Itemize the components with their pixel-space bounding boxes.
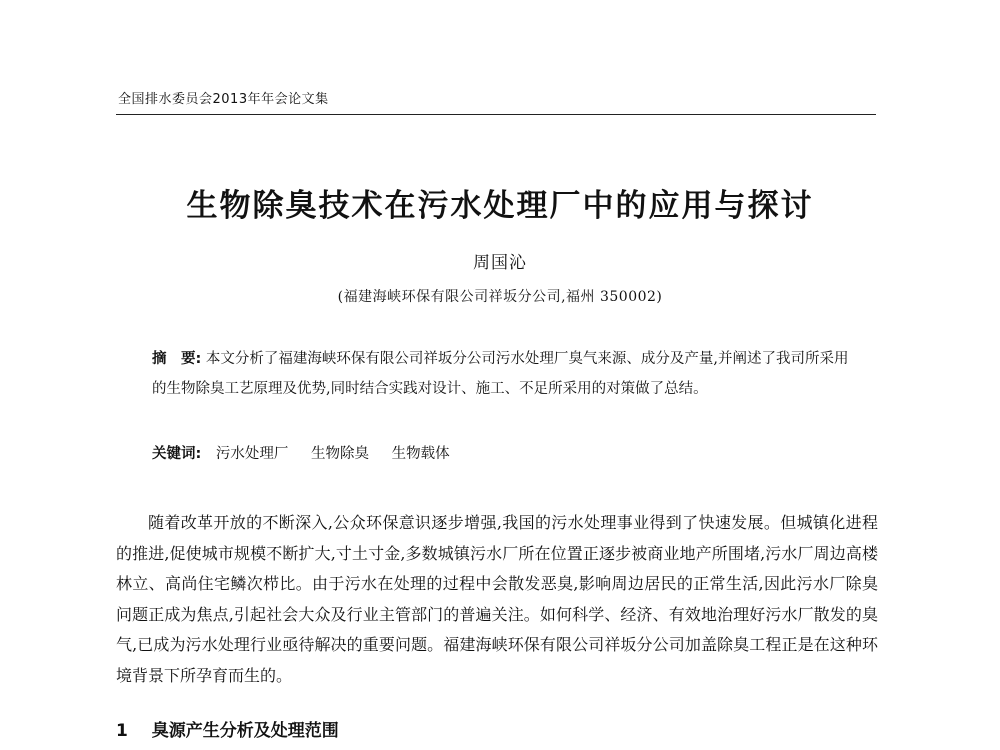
paper-title: 生物除臭技术在污水处理厂中的应用与探讨: [186, 188, 814, 224]
keyword: 污水处理厂: [215, 446, 289, 462]
section-number: 1: [116, 721, 128, 741]
keyword: 生物除臭: [311, 446, 370, 462]
body-paragraph: 随着改革开放的不断深入,公众环保意识逐步增强,我国的污水处理事业得到了快速发展。但城镇化进程的推进,促使城市规模不断扩大,寸土寸金,多数城镇污水厂所在位置正逐步被商业地产所围堵,污水厂周边高楼林立、高尚住宅鳞次栉比。由于污水在处理的过程中会散发恶臭,影响周边居民的正常生活,因此污水厂除臭问题正成为焦点,引起社会大众及行业主管部门的普遍关注。如何科学、经济、有效地治理好污水厂散发的臭气,已成为污水处理行业亟待解决的重要问题。福建海峡环保有限公司祥坂分公司加盖除臭工程正是在这种环境背景下所孕育而生的。: [116, 513, 878, 685]
keyword: 生物载体: [391, 446, 450, 462]
keywords: [152, 442, 852, 463]
keywords-label: 关键词:: [152, 446, 202, 462]
header-rule: [116, 114, 876, 115]
abstract: [152, 344, 852, 404]
author-name: 周国沁: [473, 253, 527, 273]
abstract-text: 本文分析了福建海峡环保有限公司祥坂分公司污水处理厂臭气来源、成分及产量,并阐述了我司所采用的生物除臭工艺原理及优势,同时结合实践对设计、施工、不足所采用的对策做了总结。: [152, 351, 849, 397]
section-heading: [116, 716, 339, 741]
section-title: 臭源产生分析及处理范围: [151, 721, 339, 741]
running-header: 全国排水委员会2013年年会论文集: [118, 92, 329, 107]
author-affiliation: (福建海峡环保有限公司祥坂分公司,福州 350002): [337, 289, 663, 305]
abstract-label: 摘 要:: [152, 351, 202, 367]
